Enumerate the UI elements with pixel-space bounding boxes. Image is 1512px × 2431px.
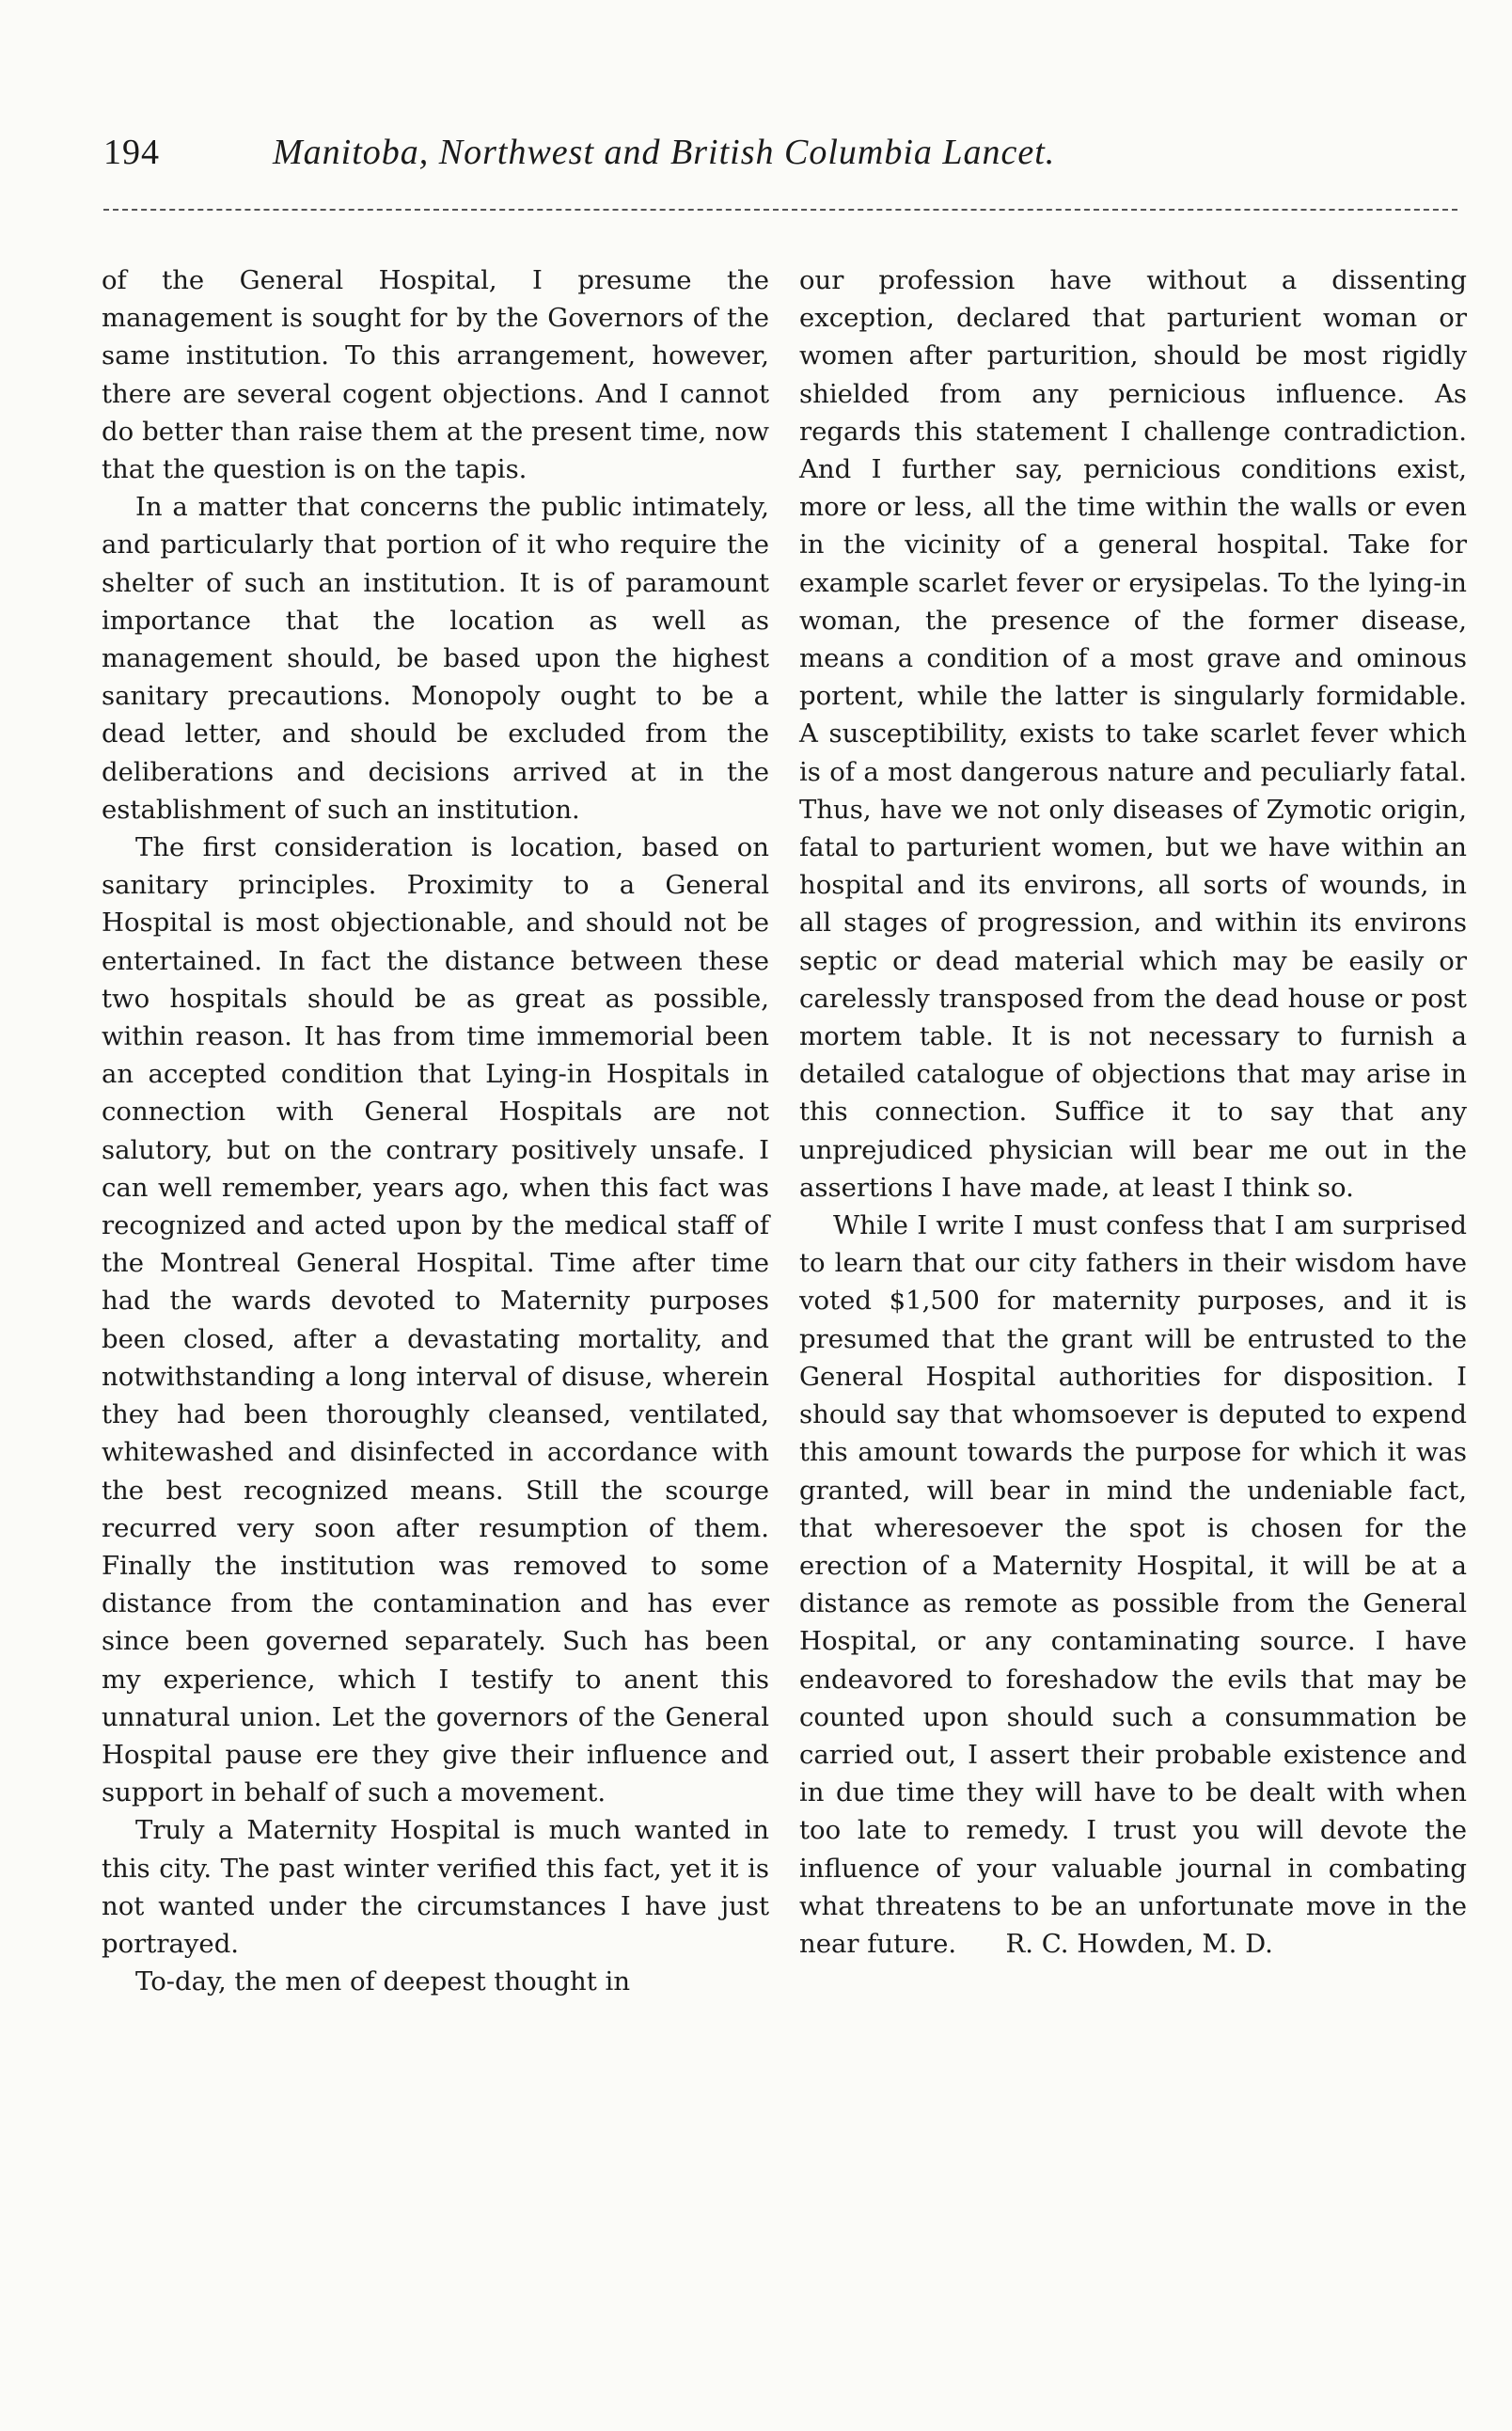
- paragraph: of the General Hospital, I presume the management is sought for by the Governors of the same institution. To this arrangement, however, there are several cogent objections. And I cannot do better than raise them at the present time, now that the question is on the tapis.: [102, 265, 769, 485]
- paragraph-text: While I write I must confess that I am surprised to learn that our city fathers in their wisdom have voted $1,500 for maternity purposes, and it is presumed that the grant will be entrusted to the General Hospital authorities for disposition. I should say that whomsoever is deputed to expend this amount towards the purpose for which it was granted, will bear in mind the undeniable fact, that wheresoever the spot is chosen for the erection of a Maternity Hospital, it will be at a distance as remote as possible from the General Hospital, or any contaminating source. I have endeavored to foreshadow the evils that may be counted upon should such a consummation be carried out, I assert their probable existence and in due time they will have to be dealt with when too late to remedy. I trust you will devote the influence of your valuable journal in combating what threatens to be an unfortunate move in the near future.: [799, 1210, 1467, 1959]
- paragraph: In a matter that concerns the public intimately, and particularly that portion of it who require the shelter of such an institution. It is of paramount importance that the location as well as management should, be based upon the highest sanitary precautions. Monopoly ought to be a dead letter, and should be excluded from the deliberations and decisions arrived at in the establishment of such an institution.: [102, 492, 769, 825]
- header-divider: [103, 209, 1457, 211]
- page-number: 194: [103, 133, 160, 172]
- author-signature: R. C. Howden, M. D.: [1005, 1928, 1273, 1959]
- running-title: Manitoba, Northwest and British Columbia Lancet.: [273, 133, 1056, 172]
- paragraph: The first consideration is location, based on sanitary principles. Proximity to a General Hospital is most objectionable, and should not be entertained. In fact the distance between these two hospitals should be as great as possible, within reason. It has from time immemorial been an accepted condition that Lying-in Hospitals in connection with General Hospitals are not salutory, but on the contrary positively unsafe. I can well remember, years ago, when this fact was recognized and acted upon by the medical staff of the Montreal General Hospital. Time after time had the wards devoted to Maternity purposes been closed, after a devastating mortality, and notwithstanding a long interval of disuse, wherein they had been thoroughly cleansed, ventilated, whitewashed and disinfected in accordance with the best recognized means. Still the scourge recurred very soon after resumption of them. Finally the institution was removed to some distance from the contamination and has ever since been governed separately. Such has been my experience, which I testify to anent this unnatural union. Let the governors of the General Hospital pause ere they give their influence and support in behalf of such a movement.: [102, 832, 769, 1808]
- page-header: [103, 132, 1457, 188]
- left-column: [102, 261, 769, 2000]
- right-column: [799, 261, 1467, 1963]
- paragraph: [799, 1207, 1467, 1963]
- paragraph: To-day, the men of deepest thought in: [135, 1966, 631, 1997]
- paragraph: Truly a Maternity Hospital is much wanted in this city. The past winter verified this fact, yet it is not wanted under the circumstances I have just portrayed.: [102, 1815, 769, 1959]
- paragraph: our profession have without a dissenting exception, declared that parturient woman or women after parturition, should be most rigidly shielded from any pernicious influence. As regards this statement I challenge contradiction. And I further say, pernicious conditions exist, more or less, all the time within the walls or even in the vicinity of a general hospital. Take for example scarlet fever or erysipelas. To the lying-in woman, the presence of the former disease, means a condition of a most grave and ominous portent, while the latter is singularly formidable. A susceptibility, exists to take scarlet fever which is of a most dangerous nature and peculiarly fatal. Thus, have we not only diseases of Zymotic origin, fatal to parturient women, but we have within an hospital and its environs, all sorts of wounds, in all stages of progression, and within its environs septic or dead material which may be easily or carelessly transposed from the dead house or post mortem table. It is not necessary to furnish a detailed catalogue of objections that may arise in this connection. Suffice it to say that any unprejudiced physician will bear me out in the assertions I have made, at least I think so.: [799, 265, 1467, 1203]
